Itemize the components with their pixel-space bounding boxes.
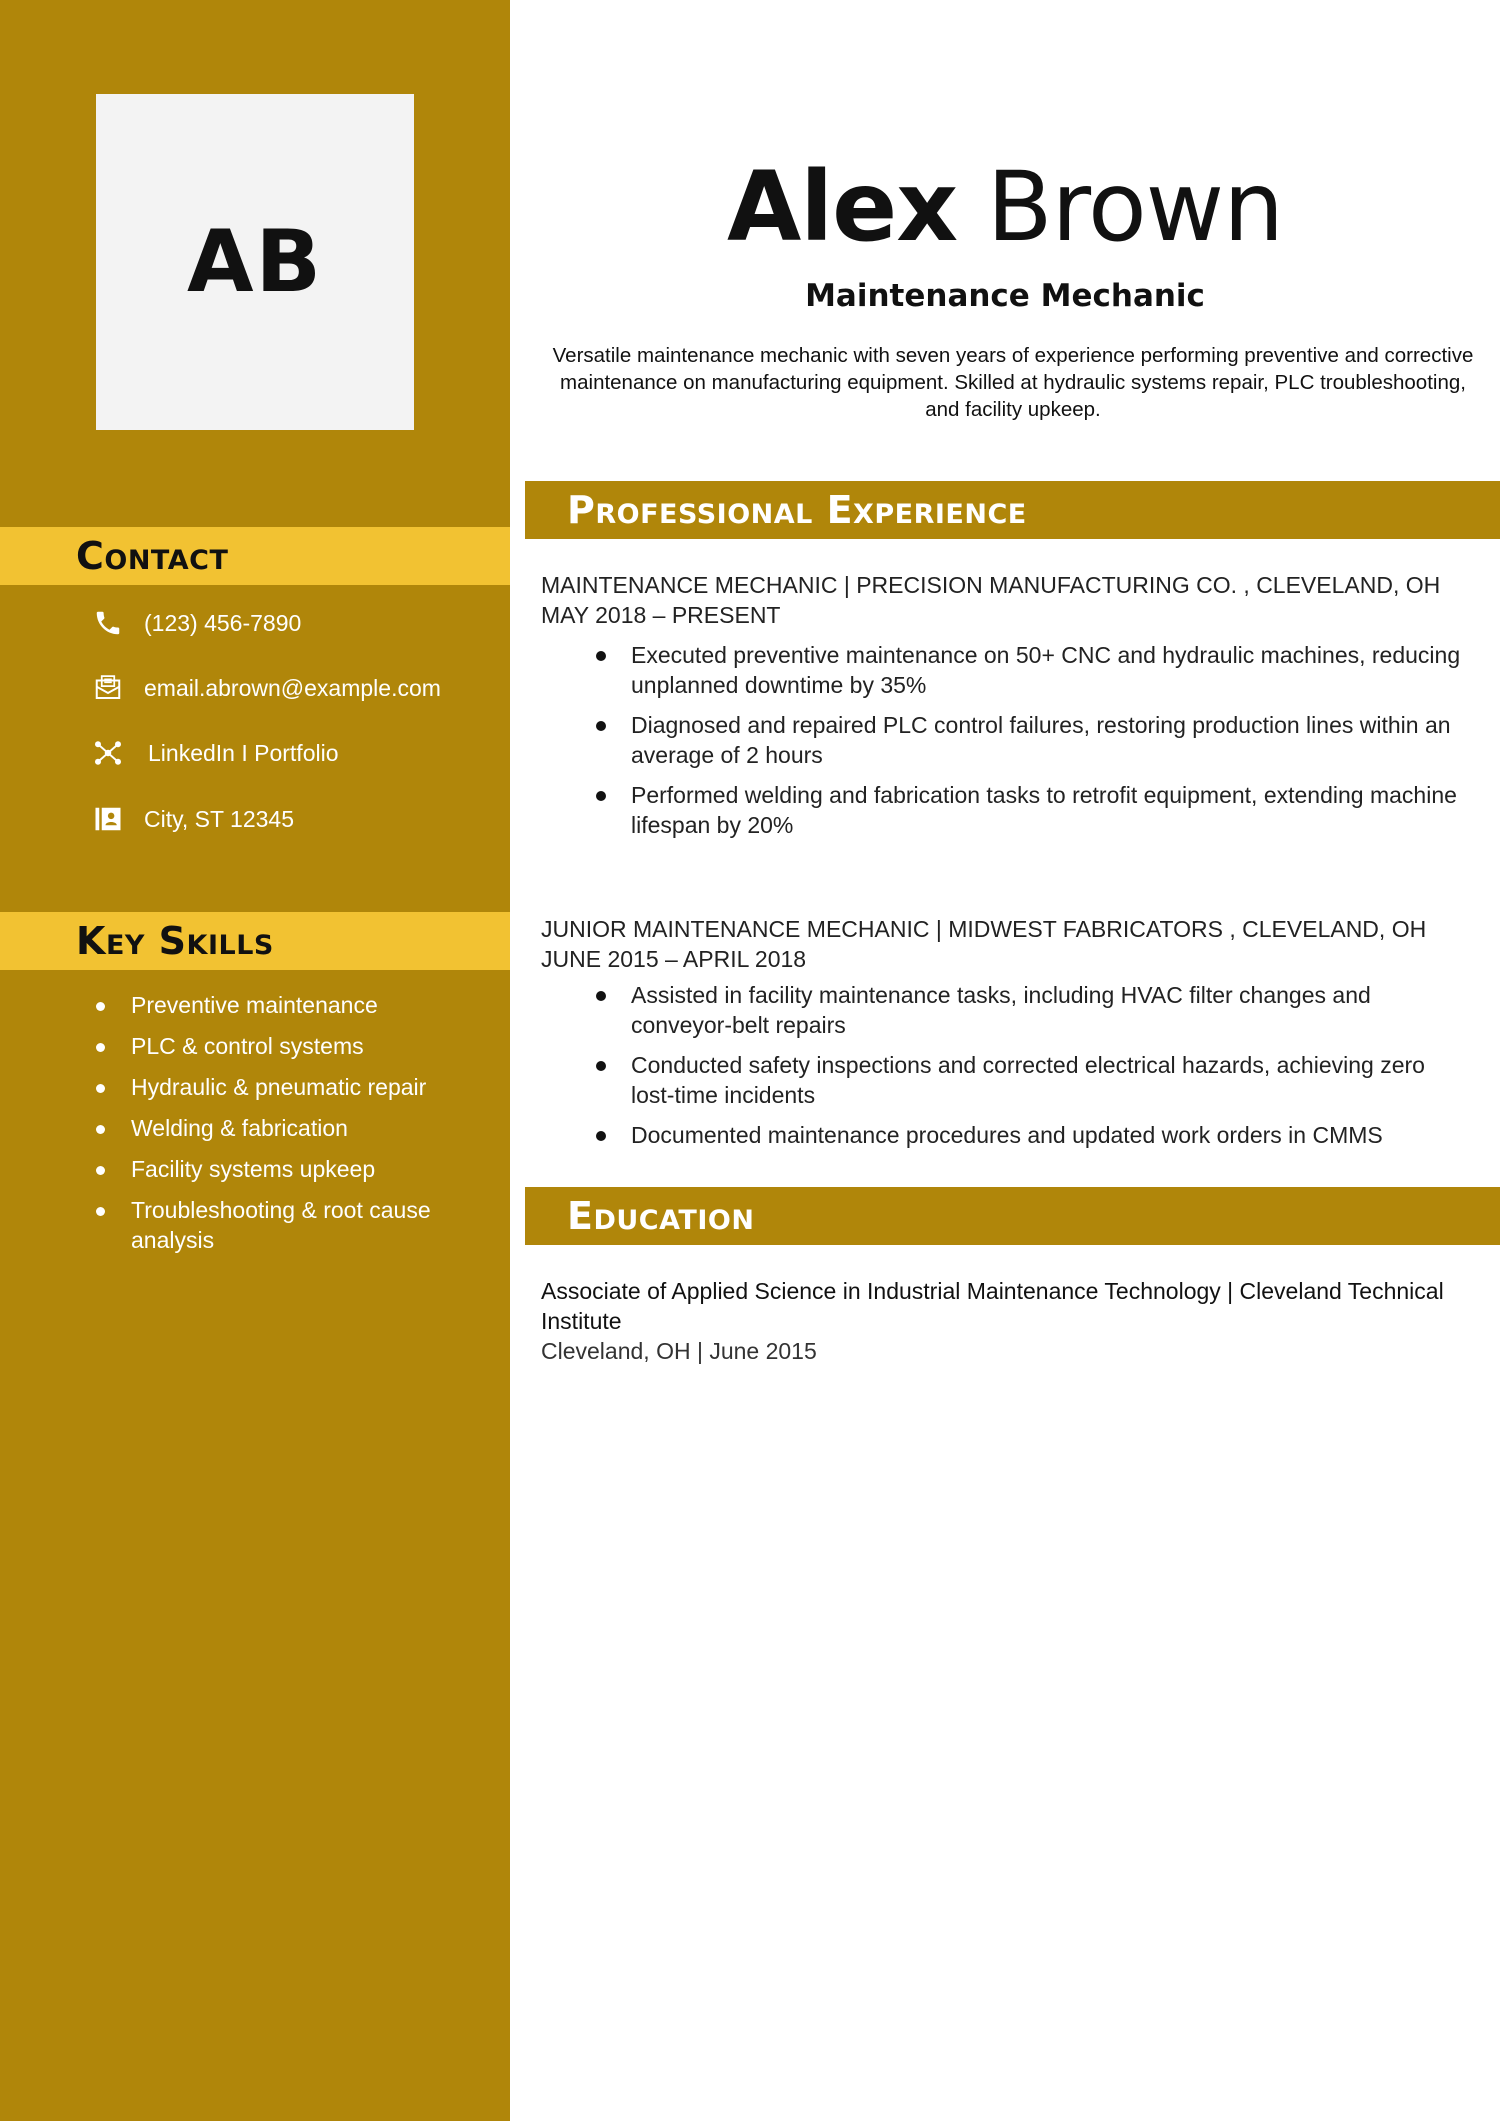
education-location: Cleveland, OH | June 2015	[541, 1338, 817, 1364]
contact-links	[92, 733, 339, 773]
contact-phone-text[interactable]: (123) 456-7890	[144, 609, 302, 636]
contact-email-text[interactable]: email.abrown@example.com	[144, 674, 441, 701]
skill-item: Hydraulic & pneumatic repair	[90, 1072, 490, 1102]
education-degree: Associate of Applied Science in Industrial Maintenance Technology | Cleveland Technical Institute	[541, 1278, 1444, 1334]
skill-item: Welding & fabrication	[90, 1113, 490, 1143]
contact-address-text: City, ST 12345	[144, 805, 295, 832]
skill-item: Preventive maintenance	[90, 990, 490, 1020]
contact-email	[92, 668, 441, 708]
envelope-icon	[92, 672, 124, 704]
job-bullet: Conducted safety inspections and corrected electrical hazards, achieving zero lost-time incidents	[541, 1050, 1461, 1110]
skills-list	[90, 990, 490, 1266]
skill-item: PLC & control systems	[90, 1031, 490, 1061]
address-book-icon	[92, 803, 124, 835]
job-bullet: Executed preventive maintenance on 50+ CNC and hydraulic machines, reducing unplanned downtime by 35%	[541, 640, 1461, 700]
job-entry	[541, 914, 1461, 1160]
job-bullet: Performed welding and fabrication tasks to retrofit equipment, extending machine lifespan by 20%	[541, 780, 1461, 840]
experience-heading: Professional Experience	[567, 488, 1027, 532]
contact-phone	[92, 603, 301, 643]
contact-links-text[interactable]: LinkedIn I Portfolio	[148, 739, 339, 766]
job-dates: JUNE 2015 – APRIL 2018	[541, 946, 807, 972]
job-bullet: Documented maintenance procedures and updated work orders in CMMS	[541, 1120, 1461, 1150]
summary: Versatile maintenance mechanic with seven years of experience performing preventive and corrective maintenance on manufacturing equipment. Skilled at hydraulic systems repair, PLC troubleshooting, and facility upkeep.	[552, 344, 1474, 421]
education-entry	[541, 1276, 1461, 1366]
skill-item: Facility systems upkeep	[90, 1154, 490, 1184]
phone-icon	[92, 607, 124, 639]
job-header: MAINTENANCE MECHANIC | PRECISION MANUFACTURING CO. , CLEVELAND, OH	[541, 572, 1441, 598]
job-bullets	[541, 640, 1461, 840]
sidebar	[0, 0, 510, 2121]
job-bullet: Diagnosed and repaired PLC control failures, restoring production lines within an average of 2 hours	[541, 710, 1461, 770]
contact-heading: Contact	[76, 534, 229, 578]
job-dates: MAY 2018 – PRESENT	[541, 602, 781, 628]
job-bullet: Assisted in facility maintenance tasks, including HVAC filter changes and conveyor-belt repairs	[541, 980, 1461, 1040]
job-entry	[541, 570, 1461, 850]
candidate-name	[510, 148, 1500, 266]
education-heading: Education	[567, 1194, 755, 1238]
skills-heading: Key Skills	[76, 919, 274, 963]
job-header: JUNIOR MAINTENANCE MECHANIC | MIDWEST FABRICATORS , CLEVELAND, OH	[541, 916, 1427, 942]
job-title: Maintenance Mechanic	[805, 278, 1205, 314]
last-name: Brown	[986, 151, 1284, 263]
monogram-box	[96, 94, 414, 430]
first-name: Alex	[726, 151, 958, 263]
contact-address	[92, 799, 294, 839]
monogram: AB	[186, 212, 324, 312]
network-icon	[92, 737, 124, 769]
job-bullets	[541, 980, 1461, 1150]
skill-item: Troubleshooting & root cause analysis	[90, 1195, 490, 1255]
